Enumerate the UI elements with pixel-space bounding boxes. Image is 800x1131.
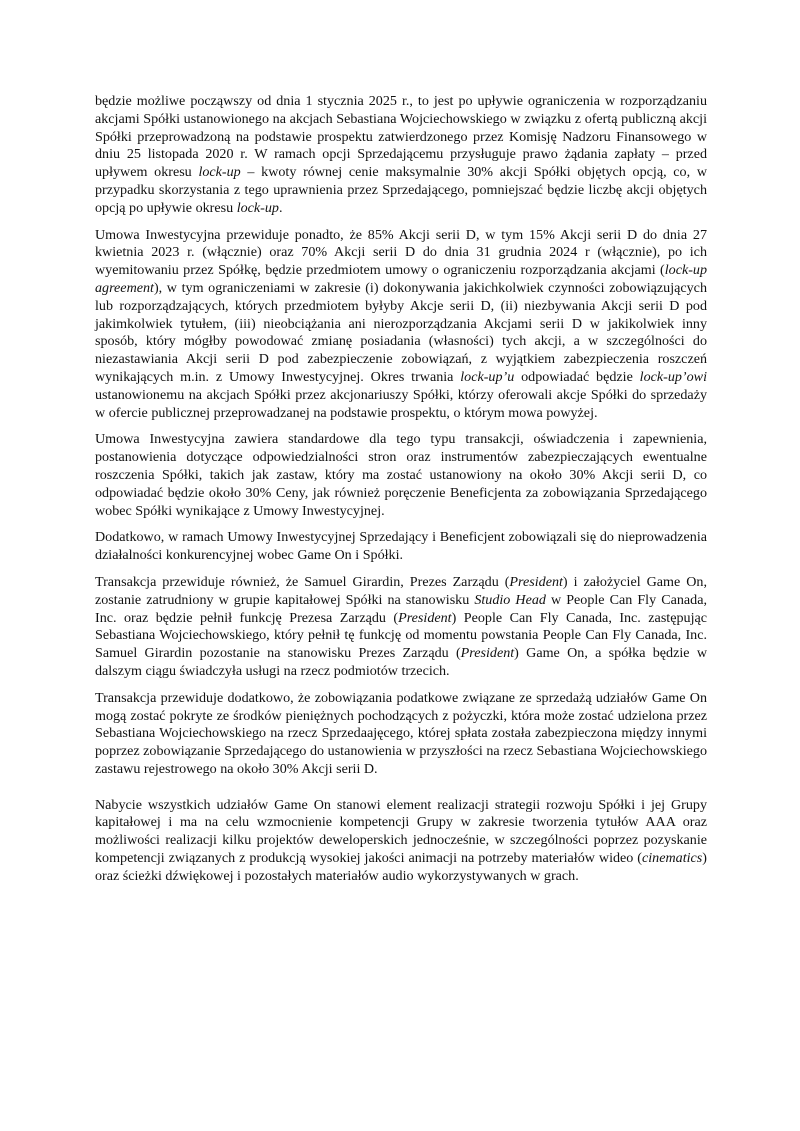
text-run: Transakcja przewiduje dodatkowo, że zobowiązania podatkowe związane ze sprzedażą udziałów Game On mogą zostać pokryte ze środków pieniężnych pochodzących z pożyczki, która może zostać udzielona przez Sebastiana Wojciechowskiego na rzecz Sprzedaajęcego, której spłata została zabezpieczona między innymi poprzez zobowiązanie Sprzedającego do ustanowienia w przyszłości na rzecz Sebastiana Wojciechowskiego zastawu rejestrowego na około 30% Akcji serii D. xyxy=(95,689,707,777)
paragraph-investment-agreement-terms xyxy=(95,431,707,520)
italic-term: Studio Head xyxy=(474,591,546,608)
paragraph-lock-up-agreement xyxy=(95,227,707,423)
text-run: Dodatkowo, w ramach Umowy Inwestycyjnej Sprzedający i Beneficjent zobowiązali się do nieprowadzenia działalności konkurencyjnej wobec Game On i Spółki. xyxy=(95,529,707,564)
italic-term: lock-up agreement xyxy=(95,262,707,296)
text-run: – kwoty równej cenie maksymalnie 30% akcji Spółki objętych opcją, co, w przypadku skorzystania z tego uprawnienia przez Sprzedającego, pomniejszać będzie liczbę akcji objętych opcją po upływie okresu xyxy=(95,164,708,216)
text-run: ) oraz ścieżki dźwiękowej i pozostałych materiałów audio wykorzystywanych w grach. xyxy=(95,850,707,884)
text-run: Umowa Inwestycyjna przewiduje ponadto, że 85% Akcji serii D, w tym 15% Akcji serii D do dnia 27 kwietnia 2023 r. (włącznie) oraz 70% Akcji serii D do dnia 31 grudnia 2024 r (włącznie), po ich wyemitowaniu przez Spółkę, będzie przedmiotem umowy o ograniczeniu rozporządzania akcjami ( xyxy=(95,226,707,279)
italic-term: President xyxy=(460,645,515,662)
italic-term: lock-up’u xyxy=(460,368,515,385)
text-run: Nabycie wszystkich udziałów Game On stanowi element realizacji strategii rozwoju Spółki i jej Grupy kapitałowej i ma na celu wzmocnienie kompetencji Grupy w zakresie tworzenia tytułów AAA oraz możliwości realizacji kilku projektów deweloperskich jednocześnie, w szczególności poprzez pozyskanie kompetencji związanych z produkcją wysokiej jakości animacji na potrzeby materiałów wideo ( xyxy=(95,796,707,867)
paragraph-strategy xyxy=(95,797,707,886)
text-run: . xyxy=(278,199,283,216)
italic-term: cinematics xyxy=(642,850,703,867)
paragraph-tax-loan xyxy=(95,690,707,779)
italic-term: lock-up xyxy=(236,199,279,216)
document-page xyxy=(95,93,707,895)
paragraph-lock-up-option xyxy=(95,93,707,218)
italic-term: President xyxy=(509,573,563,590)
paragraph-management-transition xyxy=(95,574,707,681)
text-run: będzie możliwe począwszy od dnia 1 stycznia 2025 r., to jest po upływie ograniczenia w rozporządzaniu akcjami Spółki ustanowionego na akcjach Sebastiana Wojciechowskiego w związku z ofertą publiczną akcji Spółki przeprowadzoną na podstawie prospektu zatwierdzonego przez Komisję Nadzoru Finansowego w dniu 25 listopada 2020 r. W ramach opcji Sprzedającemu przysługuje prawo żądania zapłaty – przed upływem okresu xyxy=(95,93,707,181)
paragraph-non-compete xyxy=(95,529,707,565)
text-run: Umowa Inwestycyjna zawiera standardowe dla tego typu transakcji, oświadczenia i zapewnienia, postanowienia dotyczące odpowiedzialności stron oraz instrumentów zabezpieczających ewentualne roszczenia Spółki, takich jak zastaw, który ma zostać ustanowiony na około 30% Akcji serii D, co odpowiadać będzie około 30% Ceny, jak również poręczenie Beneficjenta za zobowiązania Sprzedającego wobec Spółki wynikające z Umowy Inwestycyjnej. xyxy=(95,431,707,519)
text-run: ustanowionemu na akcjach Spółki przez akcjonariuszy Spółki, którzy oferowali akcje Spółki do sprzedaży w ofercie publicznej przeprowadzanej na podstawie prospektu, o którym mowa powyżej. xyxy=(95,386,707,421)
text-run: ), w tym ograniczeniami w zakresie (i) dokonywania jakichkolwiek czynności zobowiązujących lub rozporządzających, których przedmiotem byłyby Akcje serii D, (ii) niezbywania Akcji serii D pod jakimkolwiek tytułem, (iii) nieobciążania ani nierozporządzania Akcjami serii D w jakikolwiek inny sposób, który mógłby powodować zmianę posiadania (własności) tych akcji, a w szczególności do niezastawiania Akcji serii D pod zabezpieczenie zobowiązań, z wyjątkiem zabezpieczenia roszczeń wynikających m.in. z Umowy Inwestycyjnej. Okres trwania xyxy=(95,279,707,385)
italic-term: President xyxy=(398,609,452,626)
text-run: ) i założyciel Game On, zostanie zatrudniony w grupie kapitałowej Spółki na stanowisku xyxy=(95,573,707,608)
italic-term: lock-up xyxy=(198,164,241,181)
text-run: w People Can Fly Canada, Inc. oraz będzie pełnił funkcję Prezesa Zarządu ( xyxy=(95,591,707,626)
text-run: odpowiadać będzie xyxy=(514,368,640,385)
text-run: ) People Can Fly Canada, Inc. zastępując Sebastiana Wojciechowskiego, który pełnił tę funkcję od momentu powstania People Can Fly Canada, Inc. Samuel Girardin pozostanie na stanowisku Prezes Zarządu ( xyxy=(95,609,707,662)
text-run: Transakcja przewiduje również, że Samuel Girardin, Prezes Zarządu ( xyxy=(95,573,510,590)
text-run: ) Game On, a spółka będzie w dalszym ciągu świadczyła usługi na rzecz podmiotów trzecich. xyxy=(95,645,707,679)
italic-term: lock-up’owi xyxy=(639,368,707,385)
